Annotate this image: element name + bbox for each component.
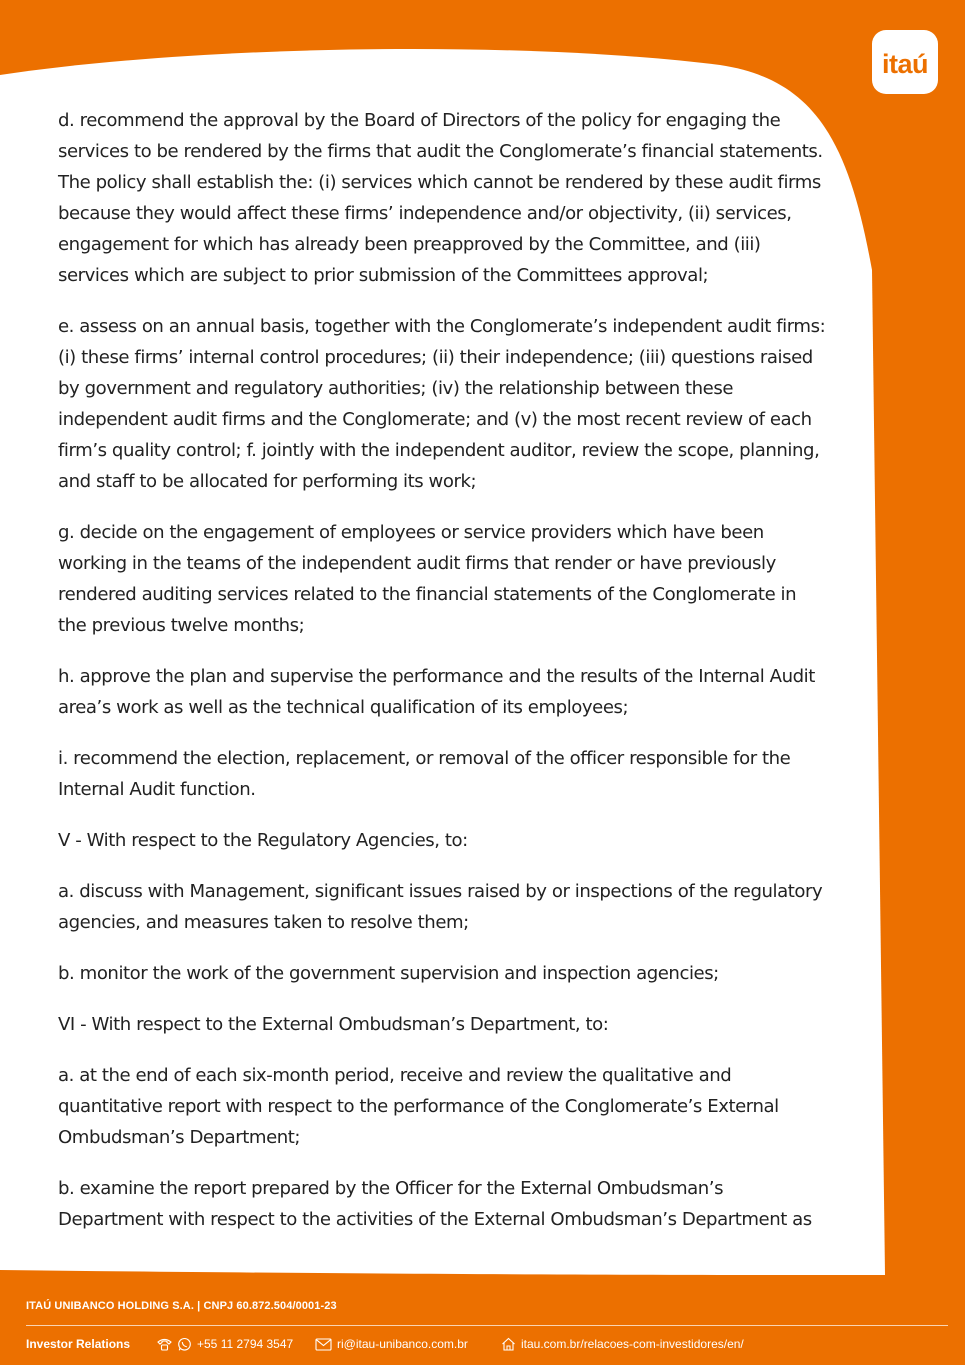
itau-logo[interactable] bbox=[872, 30, 938, 94]
ir-label-row bbox=[26, 1335, 130, 1353]
footer-email[interactable] bbox=[315, 1335, 468, 1353]
paragraph: h. approve the plan and supervise the performance and the results of the Internal Audit area’s work as well as the technical qualification of its employees; bbox=[58, 666, 815, 718]
paragraph: b. examine the report prepared by the Officer for the External Ombudsman’s Department with respect to the activities of the External Ombudsman’s Department as bbox=[58, 1178, 812, 1230]
paragraph: g. decide on the engagement of employees or service providers which have been working in the teams of the independent audit firms that render or have previously rendered auditing services related to the financial statements of the Conglomerate in the previous twelve months; bbox=[58, 522, 797, 636]
paragraph: a. at the end of each six-month period, receive and review the qualitative and quantitative report with respect to the performance of the Conglomerate’s External Ombudsman’s Department; bbox=[58, 1065, 779, 1148]
investor-relations-label: Investor Relations bbox=[26, 1337, 131, 1351]
mail-icon bbox=[315, 1338, 332, 1351]
phone-icon bbox=[157, 1337, 172, 1351]
section-heading: V - With respect to the Regulatory Agencies, to: bbox=[58, 830, 468, 851]
paragraph: d. recommend the approval by the Board of Directors of the policy for engaging the services to be rendered by the firms that audit the Conglomerate’s financial statements. The policy shall establish the: (i) services which cannot be rendered by these audit firms because they would affect these firms’ independence and/or objectivity, (ii) services, engagement for which has already been preapproved by the Committee, and (iii) services which are subject to prior submission of the Committees approval; bbox=[58, 110, 823, 286]
footer-divider bbox=[26, 1325, 948, 1326]
company-info: ITAÚ UNIBANCO HOLDING S.A. | CNPJ 60.872.504/0001-23 bbox=[26, 1300, 337, 1312]
phone-number: +55 11 2794 3547 bbox=[197, 1337, 294, 1351]
document-body bbox=[58, 105, 828, 1255]
paragraph: a. discuss with Management, significant issues raised by or inspections of the regulatory agencies, and measures taken to resolve them; bbox=[58, 881, 823, 933]
paragraph: e. assess on an annual basis, together with the Conglomerate’s independent audit firms: (i) these firms’ internal control procedures; (ii) their independence; (iii) questions raised by government and regulatory authorities; (iv) the relationship between these independent audit firms and the Conglomerate; and (v) the most recent review of each firm’s quality control; f. jointly with the independent auditor, review the scope, planning, and staff to be allocated for performing its work; bbox=[58, 316, 826, 492]
paragraph: i. recommend the election, replacement, or removal of the officer responsible for the Internal Audit function. bbox=[58, 748, 791, 800]
whatsapp-icon bbox=[177, 1337, 192, 1352]
paragraph: b. monitor the work of the government supervision and inspection agencies; bbox=[58, 963, 719, 984]
footer-phone[interactable] bbox=[157, 1335, 293, 1353]
website-link: itau.com.br/relacoes-com-investidores/en/ bbox=[521, 1337, 744, 1351]
logo-text: itaú bbox=[881, 48, 928, 79]
page-footer bbox=[0, 1290, 965, 1365]
section-heading: VI - With respect to the External Ombudsman’s Department, to: bbox=[58, 1014, 609, 1035]
home-icon bbox=[501, 1337, 516, 1351]
email-address: ri@itau-unibanco.com.br bbox=[337, 1337, 468, 1351]
footer-website[interactable] bbox=[501, 1335, 744, 1353]
